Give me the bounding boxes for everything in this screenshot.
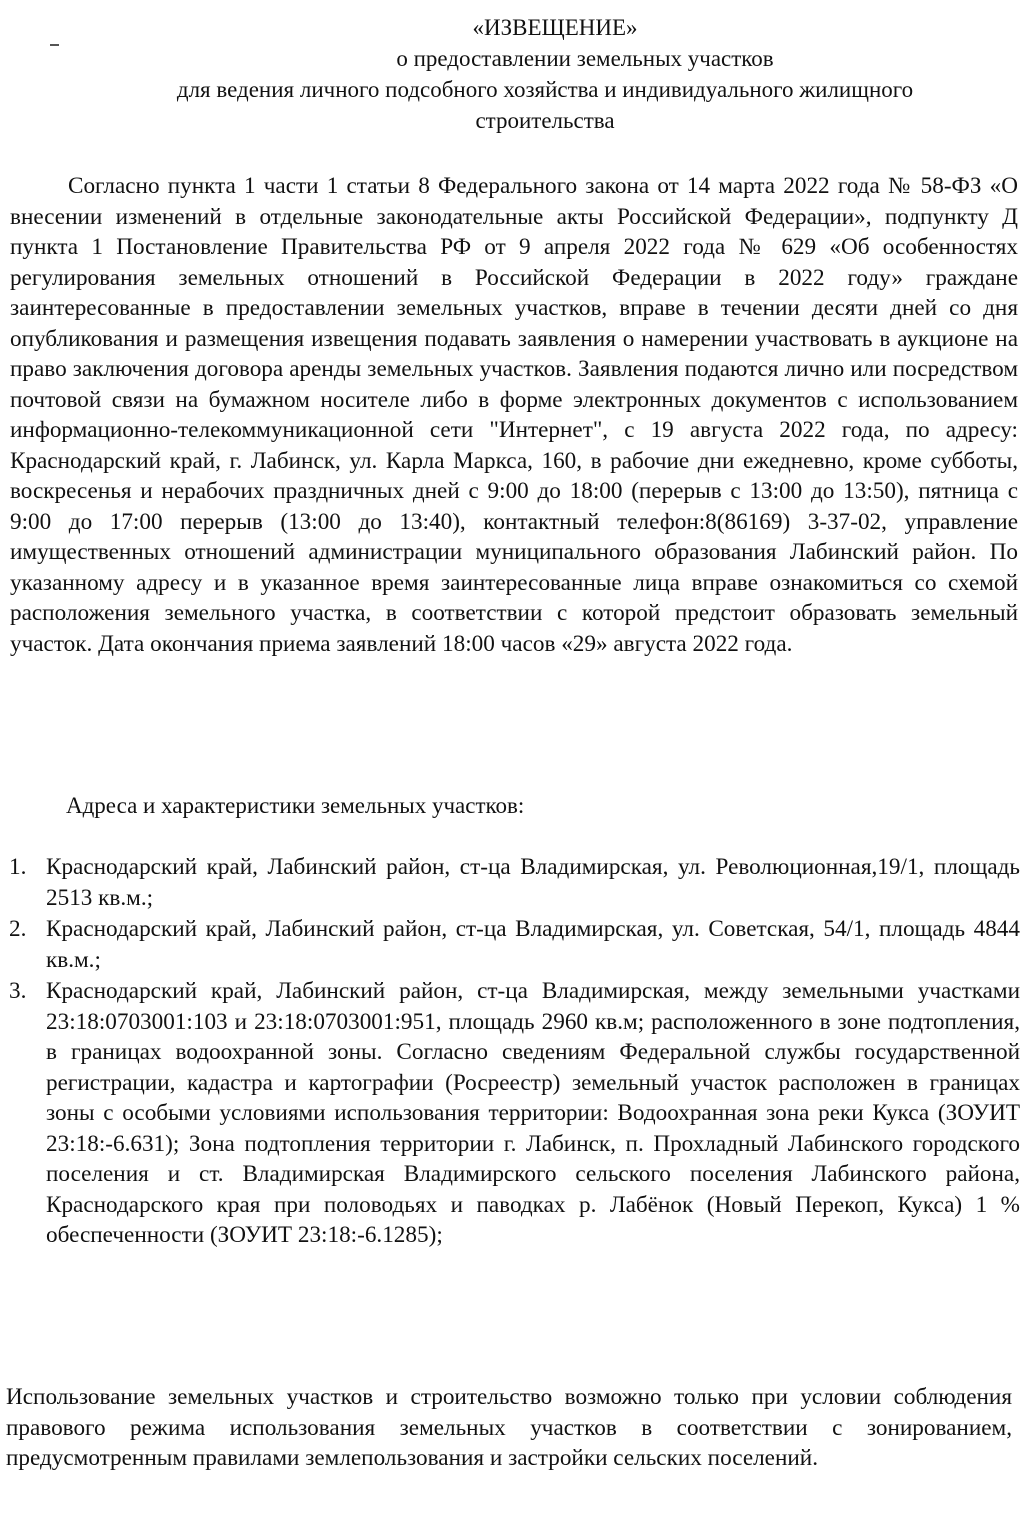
notice-subtitle-line-2: для ведения личного подсобного хозяйства и индивидуального жилищного — [176, 77, 914, 102]
list-item — [0, 914, 1020, 975]
notice-title: «ИЗВЕЩЕНИЕ» — [472, 15, 638, 40]
notice-subtitle-line-1: о предоставлении земельных участков — [396, 46, 774, 71]
list-item-number: 1. — [9, 854, 27, 880]
plots-list — [0, 852, 1020, 1252]
notice-subtitle-line-3: строительства — [475, 108, 615, 133]
list-item — [0, 852, 1020, 913]
list-item — [0, 976, 1020, 1251]
plots-heading: Адреса и характеристики земельных участков: — [66, 793, 525, 818]
scan-mark — [50, 44, 59, 46]
list-item-number: 2. — [9, 916, 27, 942]
main-paragraph: Согласно пункта 1 части 1 статьи 8 Федерального закона от 14 марта 2022 года № 58-ФЗ «О внесении изменений в отдельные законодательные акты Российской Федерации», подпункту Д пункта 1 Постановление Правительства РФ от 9 апреля 2022 года № 629 «Об особенностях регулирования земельных отношений в Российской Федерации в 2022 году» граждане заинтересованные в предоставлении земельных участков, вправе в течении десяти дней со дня опубликования и размещения извещения подавать заявления о намерении участвовать в аукционе на право заключения договора аренды земельных участков. Заявления подаются лично или посредством почтовой связи на бумажном носителе либо в форме электронных документов с использованием информационно-телекоммуникационной сети "Интернет", с 19 августа 2022 года, по адресу: Краснодарский край, г. Лабинск, ул. Карла Маркса, 160, в рабочие дни ежедневно, кроме субботы, воскресенья и нерабочих праздничных дней с 9:00 до 18:00 (перерыв с 13:00 до 13:50), пятница с 9:00 до 17:00 перерыв (13:00 до 13:40), контактный телефон:8(86169) 3-37-02, управление имущественных отношений администрации муниципального образования Лабинский район. По указанному адресу и в указанное время заинтересованные лица вправе ознакомиться со схемой расположения земельного участка, в соответствии с которой предстоит образовать земельный участок. Дата окончания приема заявлений 18:00 часов «29» августа 2022 года. — [10, 173, 1018, 657]
list-item-number: 3. — [9, 978, 27, 1004]
closing-paragraph: Использование земельных участков и строительство возможно только при условии соблюдения правового режима использования земельных участков в соответствии с зонированием, предусмотренным правилами землепользования и застройки сельских поселений. — [6, 1384, 1012, 1471]
list-item-text: Краснодарский край, Лабинский район, ст-ца Владимирская, ул. Революционная,19/1, площадь 2513 кв.м.; — [46, 854, 1020, 911]
notice-header — [60, 12, 1030, 136]
list-item-text: Краснодарский край, Лабинский район, ст-ца Владимирская, между земельными участками 23:18:0703001:103 и 23:18:0703001:951, площадь 2960 кв.м; расположенного в зоне подтопления, в границах водоохранной зоны. Согласно сведениям Федеральной службы государственной регистрации, кадастра и картографии (Росреестр) земельный участок расположен в границах зоны с особыми условиями использования территории: Водоохранная зона реки Кукса (ЗОУИТ 23:18:-6.631); Зона подтопления территории г. Лабинск, п. Прохладный Лабинского городского поселения и ст. Владимирская Владимирского сельского поселения Лабинского района, Краснодарского края при половодьях и паводках р. Лабёнок (Новый Перекоп, Кукса) 1 % обеспеченности (ЗОУИТ 23:18:-6.1285); — [46, 978, 1020, 1248]
list-item-text: Краснодарский край, Лабинский район, ст-ца Владимирская, ул. Советская, 54/1, площадь 4844 кв.м.; — [46, 916, 1020, 973]
